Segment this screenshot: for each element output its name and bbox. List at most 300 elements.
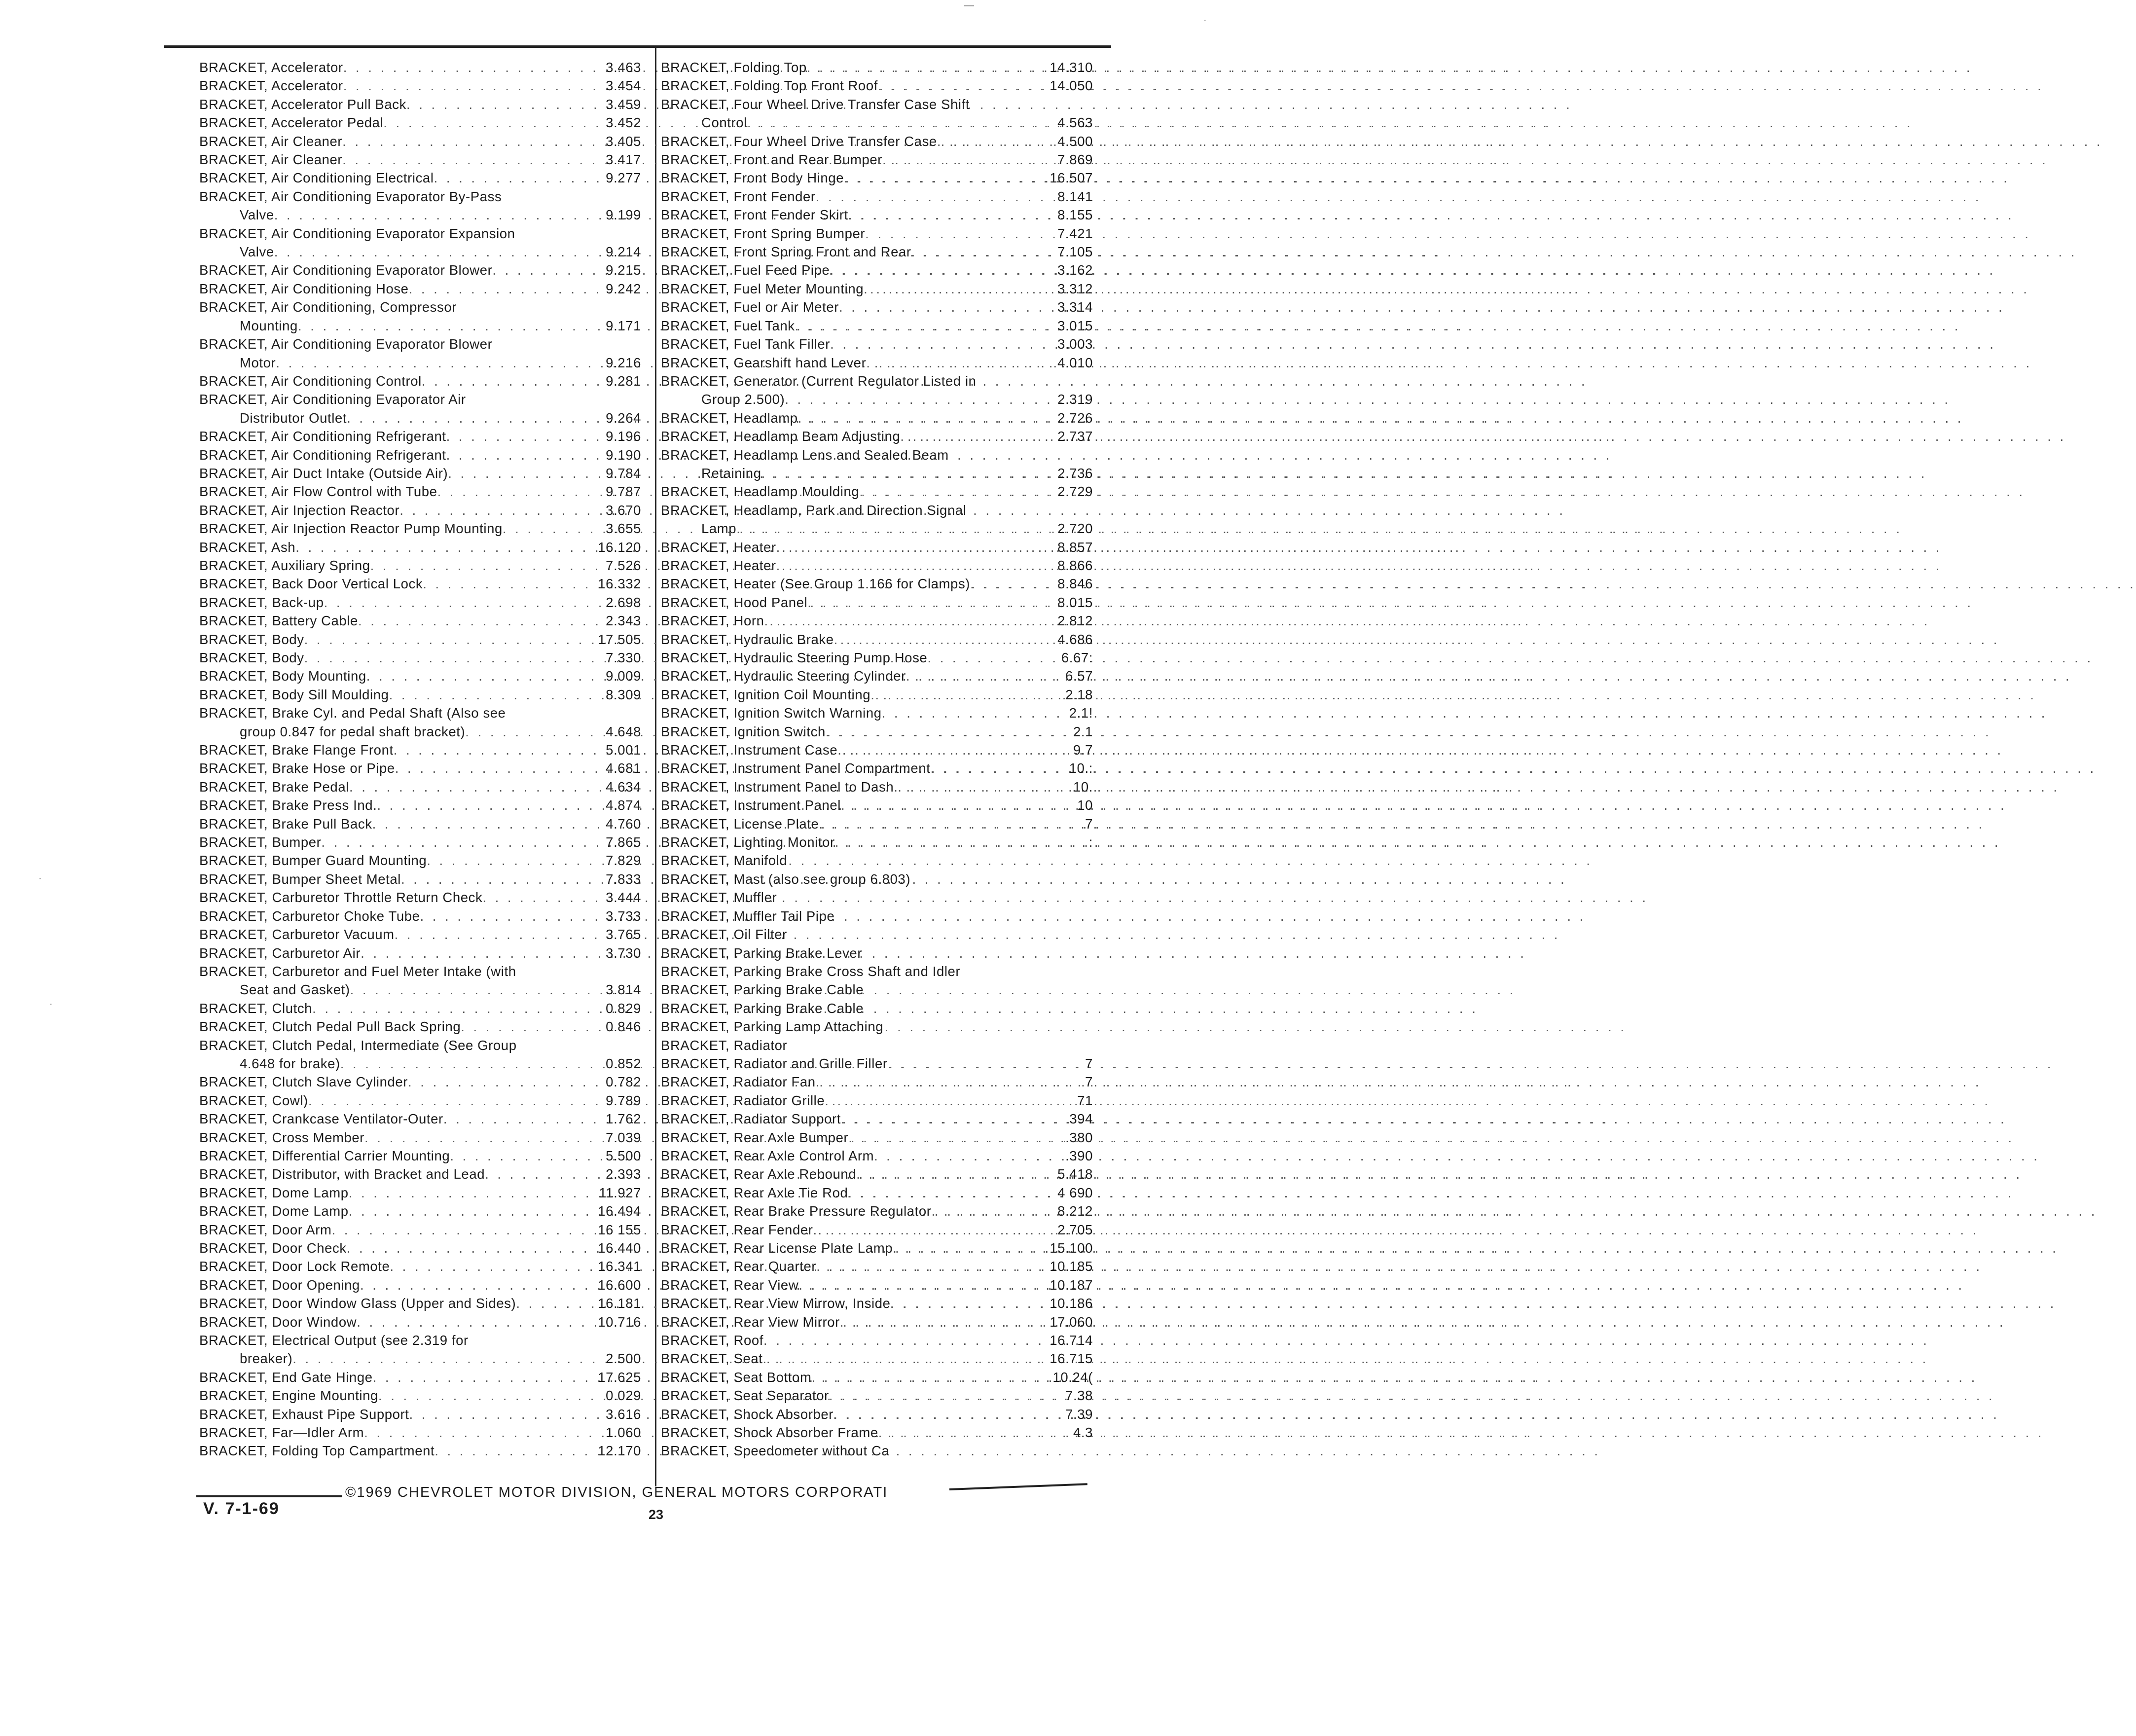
index-entry — [661, 1091, 1093, 1110]
entry-label: BRACKET, Muffler Tail Pipe — [661, 908, 835, 924]
entry-label: BRACKET, Clutch Pedal, Intermediate (See Group — [199, 1037, 517, 1053]
group-number: 2.343 — [606, 613, 641, 629]
entry-label: BRACKET, Carburetor Vacuum — [199, 927, 395, 942]
group-number: 3.463 — [606, 60, 641, 75]
dot-leader — [906, 667, 1036, 685]
dot-leader — [342, 150, 584, 169]
entry-label: BRACKET, Rear Quarter — [661, 1259, 817, 1274]
entry-label: BRACKET, Gearshift hand Lever — [661, 355, 867, 370]
entry-label: BRACKET, Headlamp Moulding — [661, 484, 860, 500]
index-entry — [199, 464, 641, 482]
entry-label: BRACKET, Differential Carrier Mounting — [199, 1148, 450, 1163]
group-number: 9.190 — [606, 447, 641, 463]
group-number: 7.38 — [1065, 1388, 1093, 1404]
group-number: 10.187 — [1050, 1277, 1093, 1293]
dot-leader — [377, 796, 584, 814]
entry-label: group 0.847 for pedal shaft bracket) — [240, 723, 466, 739]
entry-label: BRACKET, Bumper Guard Mounting — [199, 853, 427, 868]
index-entry — [199, 1017, 641, 1036]
entry-label: BRACKET, Fuel Feed Pipe — [661, 262, 830, 278]
entry-label: BRACKET, Fuel or Air Meter — [661, 299, 839, 315]
dot-leader — [747, 113, 1036, 132]
entry-label: BRACKET, Body — [199, 650, 304, 665]
entry-label: BRACKET, Clutch Slave Cylinder — [199, 1074, 408, 1090]
entry-label: Group 2.500) — [701, 392, 785, 407]
group-number: 3.454 — [606, 78, 641, 94]
index-entry — [199, 261, 641, 279]
group-number: 8.857 — [1057, 539, 1093, 555]
entry-label: Motor — [240, 355, 276, 370]
dot-leader — [841, 1110, 1036, 1128]
group-number: 5.001 — [606, 742, 641, 758]
group-number: 1.060 — [606, 1425, 641, 1441]
dot-leader — [395, 925, 584, 943]
entry-label: BRACKET, Bumper — [199, 834, 322, 850]
index-entry-continuation — [199, 723, 641, 741]
entry-label: BRACKET, Air Conditioning Control — [199, 373, 422, 389]
dot-leader — [343, 76, 584, 95]
group-number: 3.444 — [606, 890, 641, 905]
entry-label: BRACKET, Seat — [661, 1351, 763, 1367]
index-entry — [661, 427, 1093, 445]
index-entry — [199, 169, 641, 187]
group-number: 16.714 — [1050, 1333, 1093, 1348]
group-number: 14.050 — [1050, 78, 1093, 94]
group-number: 3.616 — [606, 1406, 641, 1422]
dot-leader — [434, 1442, 584, 1460]
index-entry — [199, 1073, 641, 1091]
index-entry — [199, 1128, 641, 1147]
entry-label: BRACKET, Door Opening — [199, 1277, 360, 1293]
dot-leader — [826, 723, 1036, 741]
entry-label: Mounting — [240, 318, 298, 333]
dot-leader — [364, 1128, 584, 1147]
dot-leader — [308, 1091, 584, 1110]
entry-label: BRACKET, Ignition Coil Mounting — [661, 687, 871, 702]
dot-leader — [446, 446, 584, 464]
group-number: 3.670 — [606, 502, 641, 518]
group-number: 4.010 — [1057, 355, 1093, 370]
entry-label: BRACKET, Rear Axle Rebound — [661, 1166, 857, 1182]
group-number: 2.1 — [1073, 723, 1093, 739]
entry-label: BRACKET, Rear View Mirrow, Inside — [661, 1296, 891, 1311]
index-entry — [199, 390, 641, 408]
index-entry — [199, 851, 641, 869]
index-entry — [199, 132, 641, 150]
entry-label: BRACKET, Hydraulic Steering Cylinder — [661, 668, 906, 684]
dot-leader — [927, 649, 1036, 667]
group-number: 7.330 — [606, 650, 641, 665]
dot-leader — [839, 298, 1036, 316]
index-entry — [661, 409, 1093, 427]
index-entry — [661, 187, 1093, 206]
group-number: 2.319 — [1057, 392, 1093, 407]
dot-leader — [347, 409, 584, 427]
dot-leader — [395, 759, 584, 777]
index-entry — [199, 519, 641, 538]
dot-leader — [848, 206, 1036, 224]
index-entry — [661, 593, 1093, 612]
index-entry-continuation — [661, 113, 1093, 132]
index-entry — [199, 815, 641, 833]
group-number: 4.500 — [1057, 133, 1093, 149]
entry-label: BRACKET, Brake Cyl. and Pedal Shaft (Also see — [199, 705, 506, 721]
dot-leader — [816, 187, 1036, 206]
index-entry — [661, 58, 1093, 76]
index-entry — [199, 778, 641, 796]
index-entry — [661, 150, 1093, 169]
group-number: 71 — [1077, 1092, 1093, 1108]
index-entry — [661, 372, 1093, 390]
index-entry — [661, 1147, 1093, 1165]
index-entry — [199, 1165, 641, 1183]
dot-leader — [358, 612, 584, 630]
group-number: 0.852 — [606, 1055, 641, 1071]
index-entry — [661, 1423, 1093, 1442]
group-number: 9.196 — [606, 429, 641, 444]
entry-label: BRACKET, Body Sill Moulding — [199, 687, 389, 702]
dot-leader — [401, 870, 584, 888]
entry-label: BRACKET, Air Cleaner — [199, 152, 343, 168]
group-number: 0.829 — [606, 1000, 641, 1016]
entry-label: Retaining — [701, 465, 761, 481]
dot-leader — [434, 169, 584, 187]
entry-label: BRACKET, Air Duct Intake (Outside Air) — [199, 465, 448, 481]
index-entry — [199, 427, 641, 445]
index-entry — [199, 1405, 641, 1423]
group-number: 7.039 — [606, 1129, 641, 1145]
entry-label: BRACKET, Accelerator Pedal — [199, 115, 384, 131]
dot-leader — [840, 1313, 1036, 1331]
index-entry — [661, 962, 1093, 980]
dot-leader — [761, 464, 1036, 482]
entry-label: BRACKET, Fuel Tank Filler — [661, 336, 831, 352]
group-number: 10.186 — [1050, 1296, 1093, 1311]
dot-leader — [409, 1405, 584, 1423]
entry-label: BRACKET, Fuel Tank — [661, 318, 795, 333]
entry-label: BRACKET, Air Conditioning Evaporator By-Pass — [199, 188, 502, 204]
dot-leader — [865, 224, 1036, 243]
group-number: 4.686 — [1057, 631, 1093, 647]
index-entry — [199, 538, 641, 556]
entry-label: BRACKET, Front Body Hinge — [661, 170, 844, 186]
entry-label: BRACKET, Air Injection Reactor Pump Mounting — [199, 521, 503, 537]
entry-label: BRACKET, Folding Top Front Roof — [661, 78, 878, 94]
entry-label: BRACKET, Rear View — [661, 1277, 799, 1293]
dot-leader — [900, 427, 1036, 445]
entry-label: BRACKET, Heater — [661, 557, 776, 573]
index-entry — [661, 317, 1093, 335]
index-entry — [661, 206, 1093, 224]
index-entry — [199, 999, 641, 1017]
dot-leader — [970, 575, 1036, 593]
dot-leader — [837, 741, 1036, 759]
entry-label: BRACKET, Auxiliary Spring — [199, 557, 370, 573]
dot-leader — [292, 1349, 584, 1368]
index-entry — [661, 667, 1093, 685]
entry-label: BRACKET, Air Conditioning Evaporator Blower — [199, 262, 493, 278]
dot-leader — [343, 58, 584, 76]
dot-leader — [427, 851, 584, 869]
scan-speck: · — [49, 999, 53, 1010]
index-entry — [199, 833, 641, 851]
index-entry — [199, 1221, 641, 1239]
dot-leader — [835, 833, 1036, 851]
dot-leader — [461, 1017, 584, 1036]
group-number: 16.120 — [598, 539, 641, 555]
index-entry — [661, 76, 1093, 95]
entry-label: BRACKET, Headlamp Beam Adjusting — [661, 429, 901, 444]
group-number: 394 — [1069, 1111, 1093, 1127]
index-entry — [199, 907, 641, 925]
group-number: 4.634 — [606, 779, 641, 795]
dot-leader — [312, 999, 584, 1017]
dot-leader — [911, 243, 1036, 261]
index-entry — [661, 1239, 1093, 1257]
index-entry — [661, 888, 1093, 906]
index-entry — [661, 298, 1093, 316]
index-entry — [199, 1386, 641, 1405]
dot-leader — [482, 888, 584, 906]
copyright-line: ©1969 CHEVROLET MOTOR DIVISION, GENERAL MOTORS CORPORATI — [345, 1484, 888, 1500]
entry-label: BRACKET, Instrument Panel Compartment — [661, 760, 931, 776]
entry-label: BRACKET, Manifold — [661, 853, 788, 868]
group-number: 2.736 — [1057, 465, 1093, 481]
group-number: 8.141 — [1057, 188, 1093, 204]
group-number: 9.242 — [606, 281, 641, 296]
index-entry-continuation — [199, 409, 641, 427]
index-entry-continuation — [199, 1349, 641, 1368]
index-entry — [199, 741, 641, 759]
dot-leader — [304, 649, 584, 667]
index-entry — [199, 1442, 641, 1460]
entry-label: BRACKET, Hood Panel — [661, 594, 808, 610]
dot-leader — [437, 482, 584, 501]
dot-leader — [465, 723, 584, 741]
index-entry — [199, 962, 641, 980]
dot-leader — [844, 169, 1036, 187]
entry-label: BRACKET, Ignition Switch — [661, 723, 826, 739]
dot-leader — [516, 1294, 584, 1312]
entry-label: BRACKET, Heater (See Group 1.166 for Clamps) — [661, 576, 971, 592]
group-number: 6.57 — [1065, 668, 1093, 684]
index-entry — [661, 1386, 1093, 1405]
group-number: 9.7 — [1073, 742, 1093, 758]
index-entry-continuation — [661, 519, 1093, 538]
left-index-column — [199, 58, 641, 1460]
index-entry — [661, 778, 1093, 796]
dot-leader — [389, 686, 584, 704]
group-number: 16.494 — [598, 1203, 641, 1219]
entry-label: BRACKET, Crankcase Ventilator-Outer — [199, 1111, 443, 1127]
dot-leader — [894, 778, 1036, 796]
group-number: 10.185 — [1050, 1259, 1093, 1274]
group-number: 9.264 — [606, 410, 641, 426]
dot-leader — [878, 1423, 1036, 1442]
index-entry — [661, 980, 1093, 999]
dot-leader — [443, 1110, 584, 1128]
group-number: 9.199 — [606, 207, 641, 223]
entry-label: BRACKET, Air Conditioning Evaporator Blower — [199, 336, 493, 352]
index-entry — [199, 944, 641, 962]
dot-leader — [764, 612, 1036, 630]
group-number: 3.459 — [606, 96, 641, 112]
group-number: 9.787 — [606, 484, 641, 500]
group-number: 9.216 — [606, 355, 641, 370]
group-number: 1.762 — [606, 1111, 641, 1127]
entry-label: BRACKET, Headlamp Lens and Sealed Beam — [661, 447, 949, 463]
dot-leader — [848, 1184, 1036, 1202]
entry-label: BRACKET, Instrument Case — [661, 742, 838, 758]
entry-label: BRACKET, Roof — [661, 1333, 764, 1348]
index-entry — [199, 187, 641, 206]
index-entry — [661, 354, 1093, 372]
entry-label: BRACKET, Lighting Monitor — [661, 834, 835, 850]
dot-leader — [492, 261, 584, 279]
index-entry — [661, 280, 1093, 298]
entry-label: BRACKET, Parking Lamp Attaching — [661, 1019, 884, 1035]
entry-label: BRACKET, Front Fender — [661, 188, 816, 204]
index-entry — [661, 1110, 1093, 1128]
group-number: 8.309 — [606, 687, 641, 702]
entry-label: BRACKET, Carburetor Choke Tube — [199, 908, 420, 924]
entry-label: BRACKET, Brake Flange Front — [199, 742, 394, 758]
index-entry — [661, 1442, 1093, 1460]
index-entry — [661, 796, 1093, 814]
group-number: 17.505 — [598, 631, 641, 647]
dot-leader — [763, 1349, 1036, 1368]
index-entry — [661, 649, 1093, 667]
group-number: 0.846 — [606, 1019, 641, 1035]
group-number: .380 — [1065, 1129, 1093, 1145]
entry-label: BRACKET, Parking Brake Lever — [661, 945, 863, 961]
group-number: 2.720 — [1057, 521, 1093, 537]
group-number: 8.212 — [1057, 1203, 1093, 1219]
index-entry — [661, 95, 1093, 113]
dot-leader — [816, 1257, 1036, 1275]
group-number: 4.3 — [1073, 1425, 1093, 1441]
group-number: 9.171 — [606, 318, 641, 333]
dot-leader — [829, 1386, 1036, 1405]
entry-label: BRACKET, Clutch — [199, 1000, 313, 1016]
group-number: 10. — [1073, 779, 1093, 795]
index-entry — [661, 1331, 1093, 1349]
index-entry — [199, 649, 641, 667]
group-number: 2.18 — [1065, 687, 1093, 702]
group-number: 0.782 — [606, 1074, 641, 1090]
index-entry — [199, 58, 641, 76]
group-number: 2.1! — [1069, 705, 1093, 721]
group-number: 7.105 — [1057, 244, 1093, 260]
index-entry — [661, 1368, 1093, 1386]
dot-leader — [383, 113, 584, 132]
group-number: 4.563 — [1057, 115, 1093, 131]
entry-label: Distributor Outlet — [240, 410, 347, 426]
entry-label: BRACKET, Electrical Output (see 2.319 for — [199, 1333, 469, 1348]
entry-label: BRACKET, Parking Brake Cable — [661, 1000, 864, 1016]
index-entry — [199, 704, 641, 722]
group-number: 2.698 — [606, 594, 641, 610]
dot-leader — [833, 1405, 1036, 1423]
entry-label: BRACKET, Seat Bottom — [661, 1369, 812, 1385]
index-entry — [661, 1054, 1093, 1073]
index-entry — [199, 76, 641, 95]
index-entry — [661, 1036, 1093, 1054]
entry-label: BRACKET, Speedometer without Ca — [661, 1443, 890, 1459]
entry-label: BRACKET, Rear Axle Tie Rod — [661, 1185, 848, 1200]
entry-label: BRACKET, Shock Absorber Frame — [661, 1425, 878, 1441]
group-number: 8.015 — [1057, 594, 1093, 610]
entry-label: BRACKET, Accelerator Pull Back — [199, 96, 406, 112]
dot-leader — [372, 815, 584, 833]
entry-label: BRACKET, Mast (also see group 6.803) — [661, 871, 911, 887]
index-entry — [661, 261, 1093, 279]
index-entry — [661, 999, 1093, 1017]
group-number: 3.405 — [606, 133, 641, 149]
entry-label: BRACKET, Bumper Sheet Metal — [199, 871, 401, 887]
group-number: 2.500 — [606, 1351, 641, 1367]
top-rule — [164, 45, 1111, 48]
index-entry — [661, 1017, 1093, 1036]
dot-leader — [816, 1073, 1036, 1091]
entry-label: BRACKET, Air Conditioning Refrigerant — [199, 447, 446, 463]
entry-label: BRACKET, Door Lock Remote — [199, 1259, 390, 1274]
dot-leader — [274, 206, 584, 224]
dot-leader — [882, 704, 1036, 722]
index-entry — [661, 612, 1093, 630]
group-number: 16.715 — [1050, 1351, 1093, 1367]
entry-label: BRACKET, Horn — [661, 613, 764, 629]
index-entry — [661, 556, 1093, 575]
entry-label: BRACKET, Back Door Vertical Lock — [199, 576, 423, 592]
entry-label: BRACKET, Door Arm — [199, 1222, 332, 1237]
dot-leader — [785, 390, 1036, 408]
index-entry — [661, 224, 1093, 243]
entry-label: BRACKET, Parking Brake Cross Shaft and Idler — [661, 963, 961, 979]
index-entry — [199, 759, 641, 777]
group-number: 16.181 — [598, 1296, 641, 1311]
entry-label: BRACKET, License Plate — [661, 816, 819, 832]
entry-label: BRACKET, Cross Member — [199, 1129, 365, 1145]
group-number: 4.760 — [606, 816, 641, 832]
group-number: 10 — [1077, 797, 1093, 813]
index-entry — [199, 1294, 641, 1312]
dot-leader — [864, 280, 1036, 298]
group-number: 3.314 — [1057, 299, 1093, 315]
footer-rule-right — [949, 1483, 1087, 1490]
entry-label: BRACKET, Dome Lamp — [199, 1185, 349, 1200]
group-number: 3.162 — [1057, 262, 1093, 278]
index-entry — [661, 851, 1093, 869]
index-entry — [199, 556, 641, 575]
index-entry — [661, 741, 1093, 759]
entry-label: BRACKET, Radiator — [661, 1037, 788, 1053]
entry-label: BRACKET, Front Spring Front and Rear — [661, 244, 911, 260]
group-number: 7.869 — [1057, 152, 1093, 168]
dot-leader — [882, 150, 1036, 169]
dot-leader — [795, 317, 1036, 335]
dot-leader — [813, 1221, 1036, 1239]
index-entry — [199, 335, 641, 353]
dot-leader — [409, 280, 584, 298]
dot-leader — [350, 980, 584, 999]
index-entry — [199, 870, 641, 888]
index-entry — [661, 925, 1093, 943]
entry-label: BRACKET, Carburetor and Fuel Meter Intake (with — [199, 963, 516, 979]
entry-label: BRACKET, Instrument Panel to Dash — [661, 779, 894, 795]
dot-leader — [423, 575, 584, 593]
index-entry — [661, 1221, 1093, 1239]
